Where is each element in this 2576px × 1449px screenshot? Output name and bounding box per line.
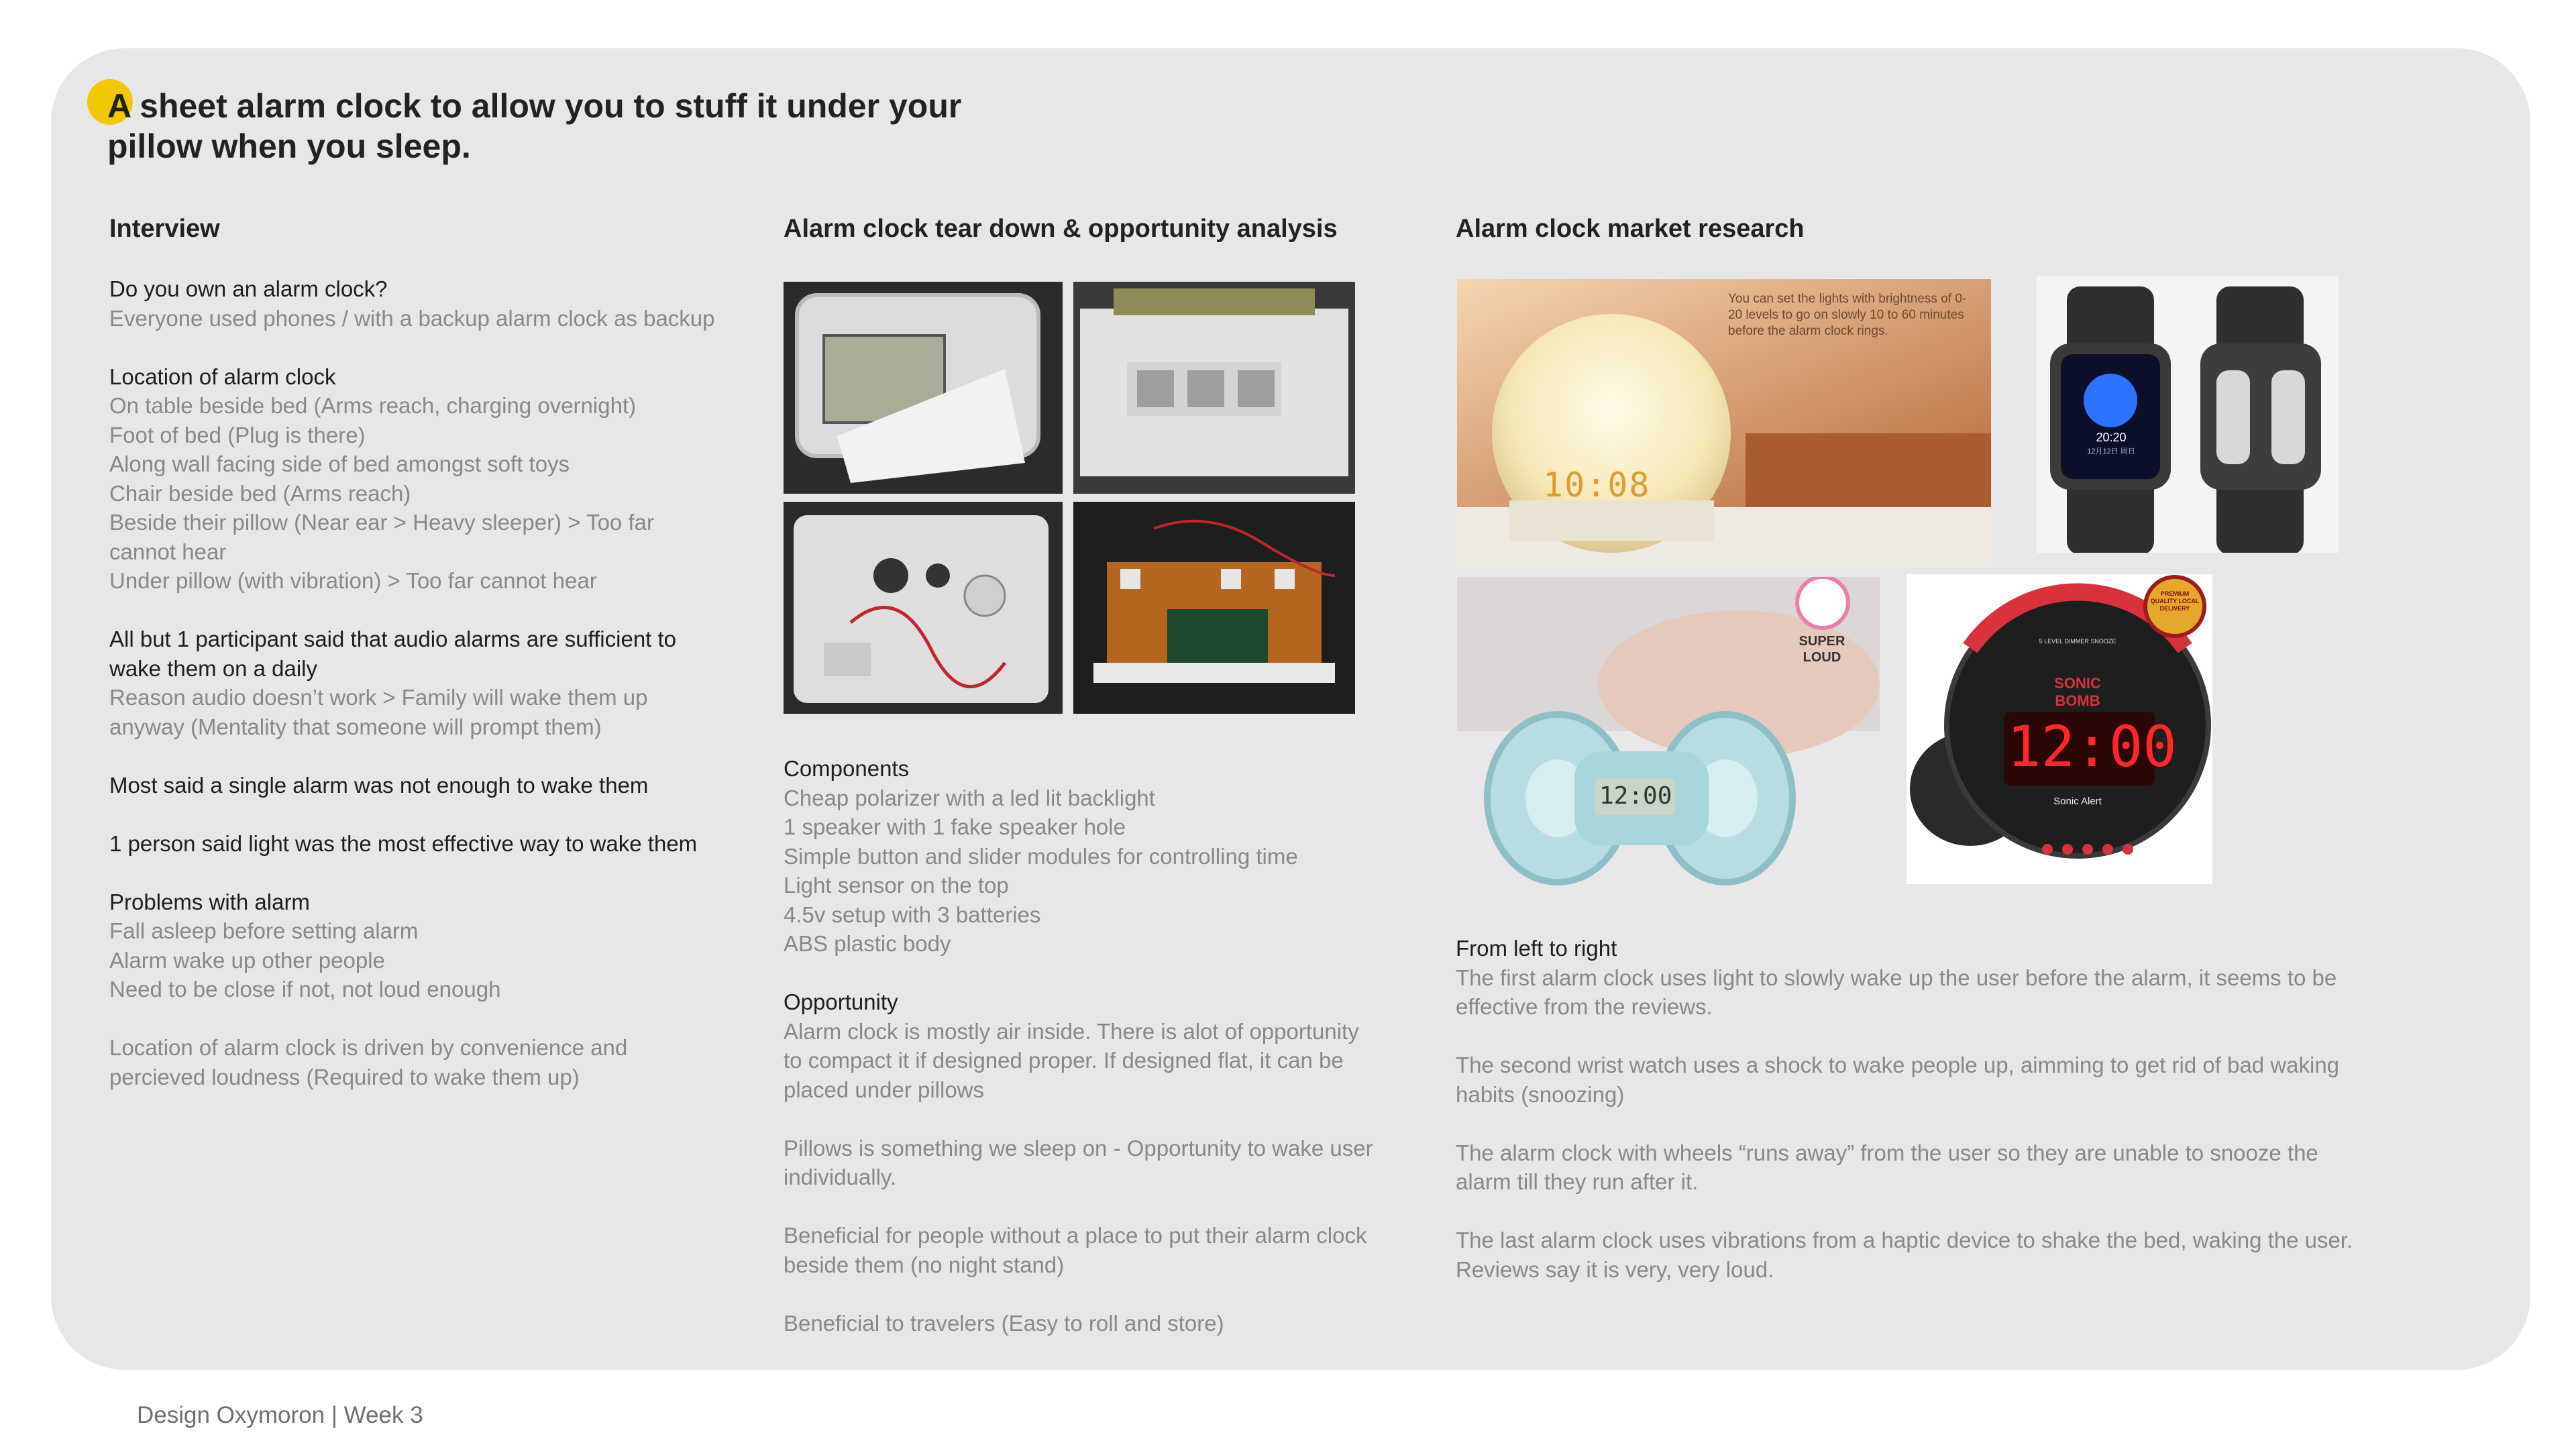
market-text xyxy=(1456,934,2361,1284)
market-photo-wheeled-clock xyxy=(1457,577,1880,890)
interview-a: On table beside bed (Arms reach, charging overnight) xyxy=(109,393,637,418)
interview-q: Do you own an alarm clock? xyxy=(109,276,388,301)
opportunity-label: Opportunity xyxy=(784,989,898,1014)
interview-a: Need to be close if not, not loud enough xyxy=(109,977,501,1002)
opportunity-item: Beneficial to travelers (Easy to roll and store) xyxy=(784,1310,1224,1336)
component-item: Simple button and slider modules for controlling time xyxy=(784,843,1298,869)
lamp-caption: You can set the lights with brightness of 0-20 levels to go on slowly 10 to 60 minutes before the alarm clock rings. xyxy=(1728,292,1967,338)
component-item: 4.5v setup with 3 batteries xyxy=(784,902,1041,927)
opportunity-item: Beneficial for people without a place to put their alarm clock beside them (no night stand) xyxy=(784,1223,1367,1277)
quality-seal: PREMIUM QUALITY LOCAL DELIVERY xyxy=(2150,590,2200,612)
watch-date: 12月12日 周日 xyxy=(2087,447,2135,455)
summary-item: The second wrist watch uses a shock to wake people up, aimming to get rid of bad waking habits (snoozing) xyxy=(1456,1053,2340,1107)
wheeled-clock-display: 12:00 xyxy=(1599,782,1672,810)
interview-column xyxy=(109,215,727,1091)
page-title: A sheet alarm clock to allow you to stuff it under your pillow when you sleep. xyxy=(107,87,962,165)
sonic-bomb-brand: SONIC BOMB xyxy=(2054,675,2101,709)
interview-q: Problems with alarm xyxy=(109,889,310,914)
interview-a: Everyone used phones / with a backup alarm clock as backup xyxy=(109,305,715,331)
interview-q: All but 1 participant said that audio alarms are sufficient to wake them on a daily xyxy=(109,627,677,681)
sonic-bomb-maker: Sonic Alert xyxy=(2053,796,2102,807)
market-heading: Alarm clock market research xyxy=(1456,215,1805,243)
interview-a: Along wall facing side of bed amongst soft toys xyxy=(109,451,570,476)
interview-conclusion: Location of alarm clock is driven by convenience and percieved loudness (Required to wake them up) xyxy=(109,1035,628,1089)
teardown-photo-internals xyxy=(784,502,1063,714)
component-item: Light sensor on the top xyxy=(784,873,1009,898)
summary-item: The alarm clock with wheels “runs away” from the user so they are unable to snooze the alarm till they run after it. xyxy=(1456,1140,2318,1194)
market-photo-sunrise-lamp xyxy=(1457,279,1991,568)
teardown-photo-speaker xyxy=(1073,282,1355,494)
teardown-heading: Alarm clock tear down & opportunity analysis xyxy=(784,215,1338,243)
sonic-bomb-display: 12:00 xyxy=(2007,714,2177,780)
market-column xyxy=(1456,215,2361,274)
sonic-bomb-top-label: 5 LEVEL DIMMER SNOOZE xyxy=(2039,638,2116,645)
teardown-photo-circuit xyxy=(1073,502,1355,714)
interview-a: Foot of bed (Plug is there) xyxy=(109,422,366,447)
component-item: 1 speaker with 1 fake speaker hole xyxy=(784,814,1126,839)
teardown-photo-lcd xyxy=(784,282,1063,494)
wheeled-clock-badge: SUPER LOUD xyxy=(1799,634,1845,665)
opportunity-item: Alarm clock is mostly air inside. There is alot of opportunity to compact it if designed proper. If designed flat, it can be placed under pillows xyxy=(784,1018,1359,1102)
interview-a: Under pillow (with vibration) > Too far cannot hear xyxy=(109,568,597,593)
interview-a: Chair beside bed (Arms reach) xyxy=(109,480,411,506)
market-photo-sonic-bomb xyxy=(1907,574,2212,884)
teardown-text xyxy=(784,754,1374,1338)
interview-a: Fall asleep before setting alarm xyxy=(109,918,419,943)
interview-q: Location of alarm clock xyxy=(109,364,336,389)
interview-a: Beside their pillow (Near ear > Heavy sleeper) > Too far cannot hear xyxy=(109,510,654,564)
summary-item: The first alarm clock uses light to slowly wake up the user before the alarm, it seems to be effective from the reviews. xyxy=(1456,965,2337,1019)
interview-q: Most said a single alarm was not enough to wake them xyxy=(109,772,649,798)
interview-text xyxy=(109,274,727,1091)
interview-heading: Interview xyxy=(109,215,220,243)
interview-a: Reason audio doesn’t work > Family will wake them up anyway (Mentality that someone will prompt them) xyxy=(109,685,648,739)
component-item: Cheap polarizer with a led lit backlight xyxy=(784,785,1155,810)
interview-a: Alarm wake up other people xyxy=(109,947,385,973)
teardown-column xyxy=(784,215,1374,274)
interview-q: 1 person said light was the most effective way to wake them xyxy=(109,830,698,856)
market-photo-shock-watch xyxy=(2037,276,2339,553)
lamp-clock-display: 10:08 xyxy=(1543,466,1651,504)
component-item: ABS plastic body xyxy=(784,931,951,956)
watch-time: 20:20 xyxy=(2096,431,2127,444)
summary-item: The last alarm clock uses vibrations from a haptic device to shake the bed, waking the user. Reviews say it is very, very loud. xyxy=(1456,1228,2353,1282)
footer: Design Oxymoron | Week 3 xyxy=(137,1402,423,1428)
summary-label: From left to right xyxy=(1456,936,1617,961)
opportunity-item: Pillows is something we sleep on - Opportunity to wake user individually. xyxy=(784,1135,1373,1189)
components-label: Components xyxy=(784,756,910,781)
